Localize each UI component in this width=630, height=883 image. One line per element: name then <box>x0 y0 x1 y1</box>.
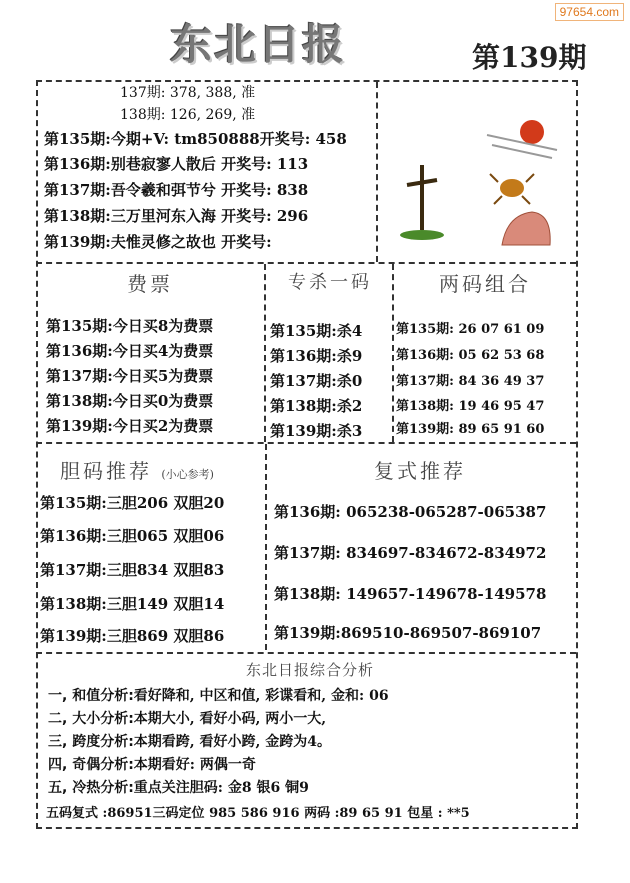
cross-icon <box>407 165 437 230</box>
rock-icon <box>502 212 550 245</box>
fushi-row: 第136期: 065238-065287-065387 <box>274 503 547 521</box>
analysis-text: 本期看跨, 看好小跨, 金跨为4。 <box>133 734 332 750</box>
poem-row: 第139期:夫惟灵修之故也 开奖号: <box>44 233 272 251</box>
poem-row: 第137期:吾令羲和弭节兮 开奖号: 838 <box>44 181 309 199</box>
analysis-label: 四, 奇偶分析: <box>48 757 134 773</box>
danma-title: 胆码推荐 <box>60 459 152 483</box>
danma-row: 第137期:三胆834 双胆83 <box>40 561 225 579</box>
hint-line: 137期: 378, 388, 准 <box>120 85 256 101</box>
zhuansha-row: 第136期:杀9 <box>270 347 363 365</box>
analysis-label: 一, 和值分析: <box>48 688 134 704</box>
danma-row: 第138期:三胆149 双胆14 <box>40 595 225 613</box>
analysis-label: 三, 跨度分析: <box>48 734 134 750</box>
danma-row: 第135期:三胆206 双胆20 <box>40 494 225 512</box>
analysis-row <box>48 777 309 799</box>
analysis-label: 五, 冷热分析: <box>48 780 134 796</box>
page-title: 东北日报 <box>170 20 347 69</box>
analysis-row <box>48 754 256 776</box>
analysis-row <box>48 708 326 730</box>
divider <box>36 442 576 444</box>
feipiao-row: 第138期:今日买0为费票 <box>46 392 214 410</box>
issue-number: 第139期 <box>472 41 587 74</box>
liangma-row: 第137期: 84 36 49 37 <box>396 374 545 389</box>
divider <box>376 82 378 262</box>
liangma-row: 第138期: 19 46 95 47 <box>396 399 545 414</box>
feipiao-row: 第137期:今日买5为费票 <box>46 367 214 385</box>
fushi-row: 第138期: 149657-149678-149578 <box>274 585 547 603</box>
analysis-text: 本期看好: 两偶一奇 <box>133 757 256 773</box>
analysis-row <box>48 685 389 707</box>
danma-row: 第136期:三胆065 双胆06 <box>40 527 225 545</box>
section-title-zhuansha: 专杀一码 <box>288 272 372 293</box>
feipiao-row: 第136期:今日买4为费票 <box>46 342 214 360</box>
danma-note: (小心参考) <box>161 468 214 481</box>
analysis-label: 二, 大小分析: <box>48 711 134 727</box>
divider <box>265 444 267 650</box>
analysis-text: 看好降和, 中区和值, 彩谍看和, 金和: 06 <box>133 688 389 704</box>
contact-line: 第135期:今期+V: tm850888开奖号: 458 <box>44 130 347 148</box>
zhuansha-row: 第139期:杀3 <box>270 422 363 440</box>
liangma-row: 第135期: 26 07 61 09 <box>396 322 545 337</box>
site-watermark: 97654.com <box>555 3 624 21</box>
analysis-text: 本期大小, 看好小码, 两小一大, <box>133 711 327 727</box>
divider <box>36 262 576 264</box>
section-title-fushi: 复式推荐 <box>374 459 466 483</box>
crab-icon <box>500 179 524 197</box>
fushi-row: 第139期:869510-869507-869107 <box>274 624 542 642</box>
feipiao-row: 第135期:今日买8为费票 <box>46 317 214 335</box>
zhuansha-row: 第135期:杀4 <box>270 322 363 340</box>
section-title-analysis: 东北日报综合分析 <box>245 661 374 679</box>
section-title-danma <box>60 455 270 484</box>
liangma-row: 第139期: 89 65 91 60 <box>396 422 545 437</box>
illustration <box>392 110 562 255</box>
analysis-text: 重点关注胆码: 金8 银6 铜9 <box>133 780 309 796</box>
section-title-feipiao: 费票 <box>127 272 173 296</box>
analysis-footer: 五码复式 :86951三码定位 985 586 916 两码 :89 65 91 包星 : **5 <box>46 806 470 821</box>
poem-row: 第136期:别巷寂寥人散后 开奖号: 113 <box>44 155 309 173</box>
zhuansha-row: 第137期:杀0 <box>270 372 363 390</box>
sun-icon <box>520 120 544 144</box>
fushi-row: 第137期: 834697-834672-834972 <box>274 544 547 562</box>
liangma-row: 第136期: 05 62 53 68 <box>396 348 545 363</box>
section-title-liangma: 两码组合 <box>439 272 531 296</box>
feipiao-row: 第139期:今日买2为费票 <box>46 417 214 435</box>
divider <box>392 264 394 442</box>
danma-row: 第139期:三胆869 双胆86 <box>40 627 225 645</box>
poem-row: 第138期:三万里河东入海 开奖号: 296 <box>44 207 309 225</box>
hint-line: 138期: 126, 269, 准 <box>120 107 256 123</box>
divider <box>36 652 576 654</box>
divider <box>264 264 266 442</box>
analysis-row <box>48 731 331 753</box>
zhuansha-row: 第138期:杀2 <box>270 397 363 415</box>
